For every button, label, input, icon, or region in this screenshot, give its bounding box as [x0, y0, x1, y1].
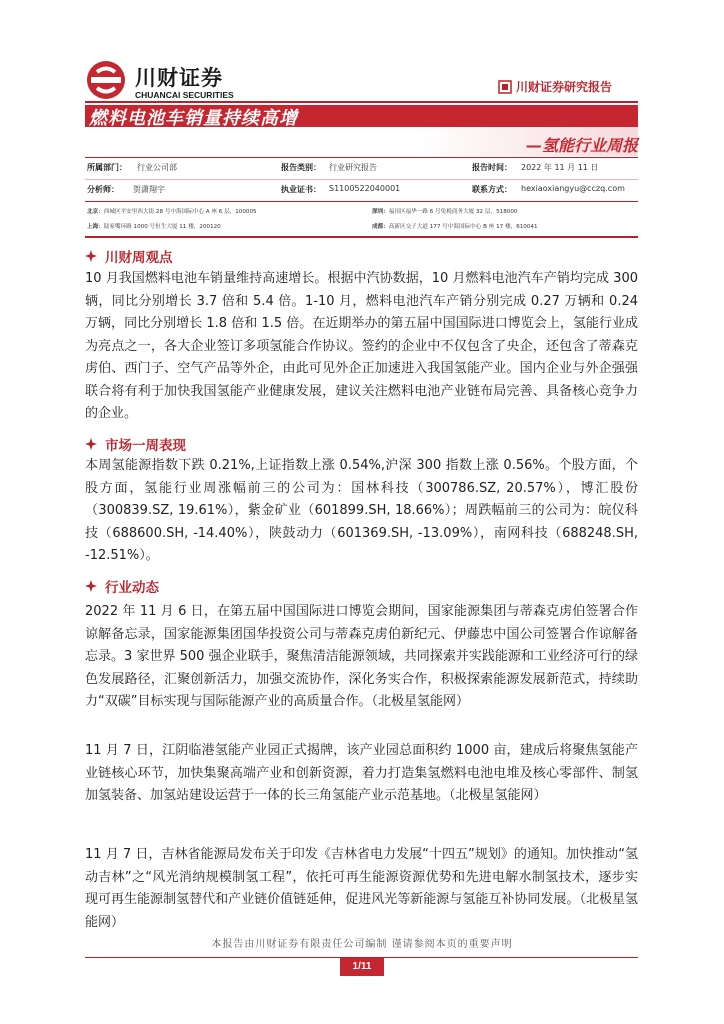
address-shanghai: 上海：陆家嘴环路 1000 号恒生大厦 11 楼，200120 — [87, 224, 221, 230]
page-number: 1/11 — [340, 958, 384, 976]
paragraph: 本周氢能源指数下跌 0.21%,上证指数上涨 0.54%,沪深 300 指数上涨 0.56%。个股方面，个股方面，氢能行业周涨幅前三的公司为：国林科技（300786.SZ, 20.57%），博汇股份（300839.SZ, 19.61%），紫金矿业（601899.SH, 18.66%）；周跌幅前三的公司为：皖仪科技（688600.SH, -14.40%），陕鼓动力（601369.SH, -13.09%），南网科技（688248.SH, -12.51%）。 — [85, 458, 638, 563]
department-value: 行业公司部 — [137, 163, 177, 172]
report-type-label: 报告类别： — [281, 163, 321, 172]
paragraph: 10 月我国燃料电池车销量维持高速增长。根据中汽协数据，10 月燃料电池汽车产销均完成 300 辆，同比分别增长 3.7 倍和 5.4 倍。1-10 月，燃料电池汽车产销分别完成 0.27 万辆和 0.24 万辆，同比分别增长 1.8 倍和 1.5 倍。在近期举办的第五届中国国际进口博览会上，氢能行业成为亮点之一，各大企业签订多项氢能合作协议。签约的企业中不仅包含了央企，还包含了蒂森克虏伯、西门子、空气产品等外企，由此可见外企正加速进入我国氢能产业。国内企业与外企强强联合将有利于加快我国氢能产业健康发展，建议关注燃料电池产业链布局完善、具备核心竞争力的企业。 — [85, 271, 638, 421]
license-label: 执业证书： — [281, 185, 321, 194]
document-title: 燃料电池车销量持续高增 — [89, 108, 298, 129]
diamond-bullet-icon — [85, 250, 97, 262]
section-title: 市场一周表现 — [105, 438, 186, 454]
brand-name-cn: 川财证券 — [135, 66, 223, 90]
paragraph: 2022 年 11 月 6 日，在第五届中国国际进口博览会期间，国家能源集团与蒂森克虏伯签署合作谅解备忘录，国家能源集团国华投资公司与蒂森克虏伯新纪元、伊藤忠中国公司签署合作谅解备忘录。3 家世界 500 强企业联手，聚焦清洁能源领域，共同探索并实践能源和工业经济可行的绿色发展路径，汇聚创新活力，加强交流协作，深化务实合作，积极探索能源发展新范式，持续助力“双碳”目标实现与国际能源产业的高质量合作。（北极星氢能网） — [85, 604, 638, 709]
section-header-view — [85, 246, 173, 266]
paragraph: 11 月 7 日，江阴临港氢能产业园正式揭牌，该产业园总面积约 1000 亩，建成后将聚焦氢能产业链核心环节，加快集聚高端产业和创新资源，着力打造集氢燃料电池电堆及核心零部件、制氢加氢装备、加氢站建设运营于一体的长三角氢能产业示范基地。（北极星氢能网） — [85, 743, 638, 803]
meta-row-2 — [85, 180, 638, 200]
contact-label: 联系方式： — [472, 185, 512, 194]
diamond-bullet-icon — [85, 580, 97, 592]
report-tag-label: 川财证券研究报告 — [516, 80, 613, 94]
address-chengdu: 成都：高新区交子大道 177 号中海国际中心 B 座 17 楼，610041 — [372, 224, 538, 230]
paragraph: 11 月 7 日，吉林省能源局发布关于印发《吉林省电力发展“十四五”规划》的通知。加快推动“氢动吉林”之“风光消纳规模制氢工程”，依托可再生能源资源优势和先进电解水制氢技术，逐步实现可再生能源制氢替代和产业链价值链延伸，促进风光等新能源与氢能互补协同发展。（北极星氢能网） — [85, 847, 638, 930]
brand-name-en: CHUANCAI SECURITIES — [135, 90, 234, 100]
document-subtitle: —氢能行业周报 — [525, 136, 638, 155]
address-divider — [85, 236, 638, 238]
footer-disclaimer: 本报告由川财证券有限责任公司编制 谨请参阅本页的重要声明 — [211, 939, 513, 950]
section-header-market — [85, 434, 186, 454]
meta-divider-bottom — [85, 201, 638, 202]
meta-row-1 — [85, 158, 638, 178]
section-header-industry — [85, 576, 159, 596]
diamond-bullet-icon — [85, 438, 97, 450]
report-tag-icon — [498, 80, 512, 94]
license-value: S1100522040001 — [329, 184, 401, 193]
report-date-value: 2022 年 11 月 11 日 — [521, 163, 599, 172]
address-beijing: 北京：西城区平安里西大街 28 号中海国际中心 A 座 6 层，100005 — [87, 209, 257, 215]
report-tag — [498, 78, 612, 95]
section-title: 行业动态 — [105, 580, 159, 596]
report-date-label: 报告时间： — [472, 163, 512, 172]
section-title: 川财周观点 — [105, 250, 173, 266]
department-label: 所属部门： — [87, 163, 127, 172]
header-divider — [85, 101, 638, 103]
analyst-label: 分析师： — [87, 185, 119, 194]
report-type-value: 行业研究报告 — [329, 163, 377, 172]
analyst-value: 贺潇翔宇 — [133, 185, 165, 194]
address-shenzhen: 深圳：福田区福华一路 6 号免税商务大厦 32 层，518000 — [372, 209, 518, 215]
company-logo-icon — [86, 60, 126, 100]
contact-email[interactable]: hexiaoxiangyu@cczq.com — [521, 184, 625, 193]
